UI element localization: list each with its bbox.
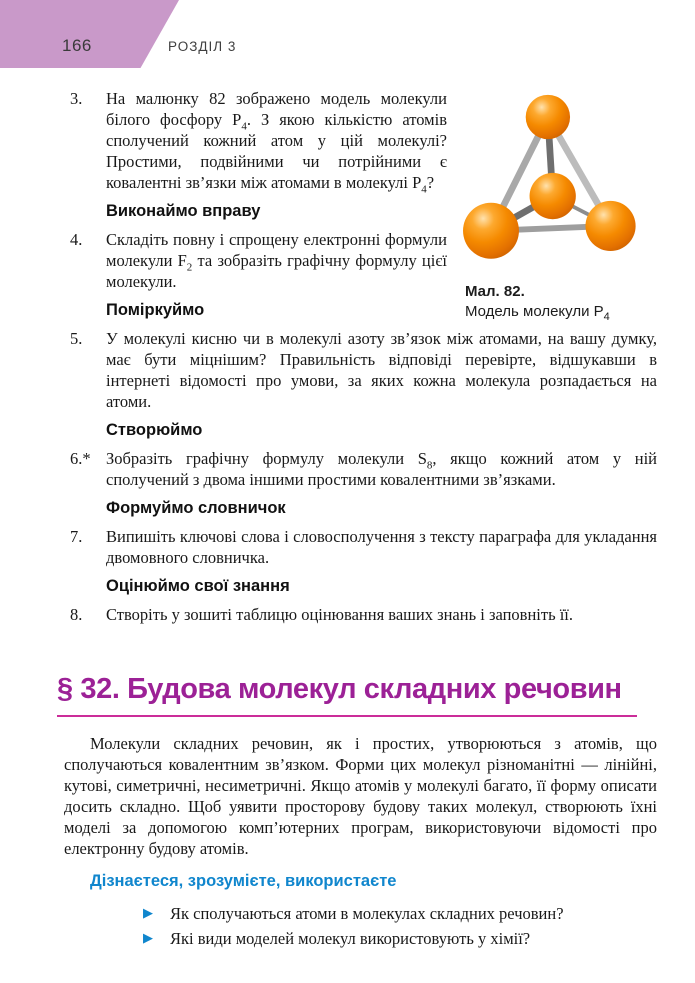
exercise-section-heading: Виконаймо вправу [106, 202, 261, 220]
page-number: 166 [62, 36, 92, 55]
exercise-number: 4. [70, 230, 83, 249]
exercise-list [60, 88, 657, 625]
exercise-number: 6.* [70, 449, 91, 468]
study-question-text: Як сполучаються атоми в молекулах складних речовин? [170, 904, 564, 923]
study-question [143, 926, 657, 951]
exercise-number: 8. [70, 605, 83, 624]
exercise-text: У молекулі кисню чи в молекулі азоту зв’язок між атомами, на вашу думку, має бути міцнішим? Правильність відповіді перевірте, відшукавши в інтернеті відомості про умови, за яких кожна молекула розпадається на атоми. [106, 329, 657, 411]
page-number-tab [0, 0, 179, 68]
bullet-arrow-icon: ▶ [143, 931, 153, 946]
bullet-arrow-icon: ▶ [143, 906, 153, 921]
exercise-number: 5. [70, 329, 83, 348]
exercise-item [60, 448, 657, 490]
exercise-text: На малюнку 82 зображено модель молекули білого фосфору $P_4$. З якою кількістю атомів сполучений кожний атом у цій молекулі? Простими, подвійними чи потрійними є ковалентні зв’язки між атомами в молекулі $P_4$? [106, 89, 447, 196]
exercise-text: Зобразіть графічну формулу молекули $S_8$, якщо кожний атом у ній сполучений з двома іншими простими ковалентними зв’язками. [106, 449, 657, 489]
paragraph-section [57, 673, 657, 951]
exercise-section-heading: Створюймо [106, 421, 203, 439]
title-rule [57, 715, 637, 717]
study-question [143, 901, 657, 926]
figure-caption-label: Мал. 82. [465, 283, 525, 300]
exercises-section [60, 88, 657, 625]
exercise-section-heading: Оцінюймо свої знання [106, 577, 290, 595]
exercise-section-heading: Поміркуймо [106, 301, 205, 319]
exercise-section-heading: Формуймо словничок [106, 499, 286, 517]
exercise-item [60, 526, 657, 568]
exercise-text: Випишіть ключові слова і словосполучення з тексту параграфа для укладання двомовного словничка. [106, 527, 657, 567]
exercise-text: Створіть у зошиті таблицю оцінювання ваших знань і заповніть її. [106, 605, 574, 624]
exercise-item [60, 88, 657, 196]
exercise-item [60, 328, 657, 412]
running-head [0, 0, 695, 68]
exercise-item [60, 229, 657, 292]
page-content [0, 68, 695, 951]
study-goals-heading: Дізнаєтеся, зрозумієте, використаєте [90, 872, 397, 890]
exercise-number: 7. [70, 527, 83, 546]
study-goals [60, 872, 657, 951]
exercise-item [60, 604, 657, 625]
study-question-list [60, 901, 657, 951]
section-title: § 32. Будова молекул складних речовин [57, 673, 622, 705]
exercise-text: Складіть повну і спрощену електронні формули молекули $F_2$ та зобразіть графічну формулу цієї молекули. [106, 230, 447, 291]
exercise-number: 3. [70, 89, 83, 108]
intro-paragraph: Молекули складних речовин, як і простих, утворюються з атомів, що сполучаються ковалентним зв’язком. Форми цих молекул різноманітні — лінійні, кутові, симетричні, несиметричні. Якщо атомів у молекулі багато, її форму описати досить складно. Щоб уявити просторову будову таких молекул, створюють їхні моделі за допомогою комп’ютерних програм, використовуючи відомості про електронну будову атомів. [64, 734, 657, 858]
figure-caption-text: Модель молекули $P_4$ [465, 302, 610, 323]
study-question-text: Які види моделей молекул використовують у хімії? [170, 929, 531, 948]
chapter-label: РОЗДІЛ 3 [168, 39, 237, 54]
